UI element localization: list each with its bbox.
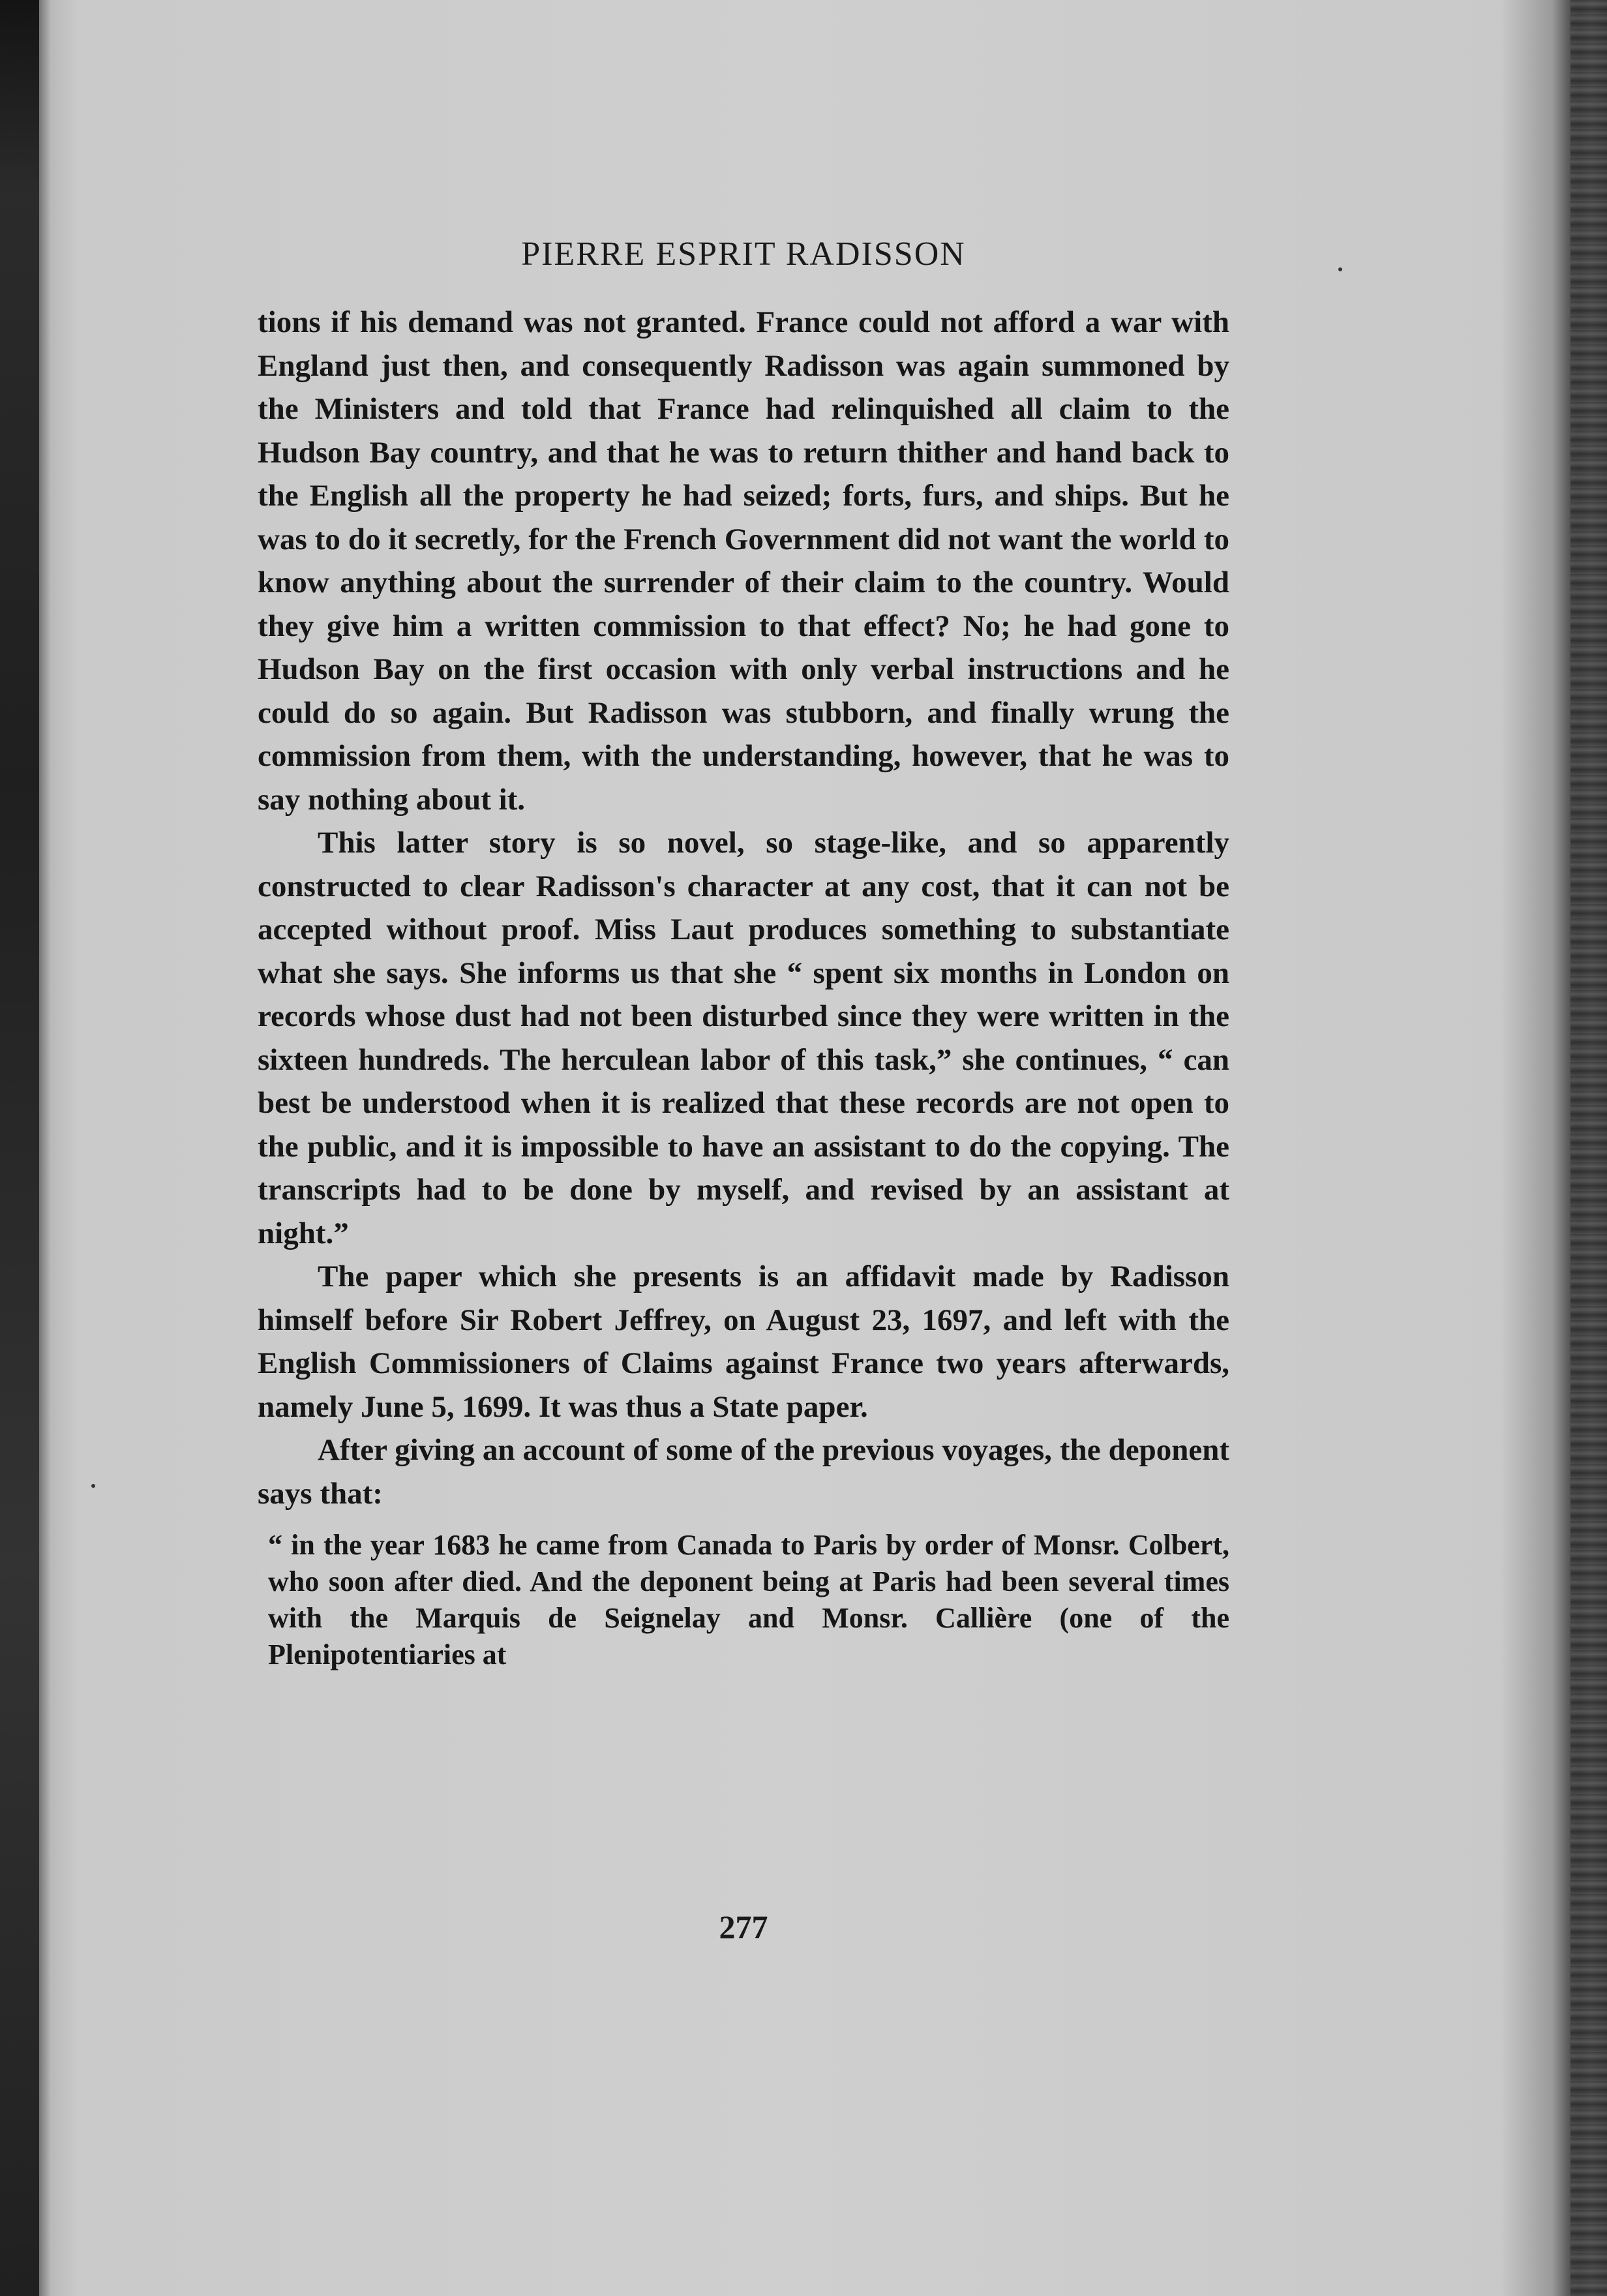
paragraph-continuation: tions if his demand was not granted. France could not afford a war with England just then, and consequently Radisson was again summoned by the Ministers and told that France had relinquished all claim to the Hudson Bay country, and that he was to return thither and hand back to the English all the property he had seized; forts, furs, and ships. But he was to do it secretly, for the French Government did not want the world to know anything about the surrender of their claim to the country. Would they give him a written commission to that effect? No; he had gone to Hudson Bay on the first occasion with only verbal instructions and he could do so again. But Radisson was stubborn, and finally wrung the commission from them, with the understanding, however, that he was to say nothing about it. (258, 305, 1229, 817)
page-number: 277 (719, 1909, 768, 1945)
book-spine-shadow (0, 0, 39, 2296)
scan-speck (1338, 267, 1342, 271)
paragraph: The paper which she presents is an affidavit made by Radisson himself before Sir Robert Jeffrey, on August 23, 1697, and left with the English Commissioners of Claims against France two years afterwards, namely June 5, 1699. It was thus a State paper. (258, 1260, 1229, 1424)
paragraph: This latter story is so novel, so stage-like, and so apparently constructed to clear Radisson's character at any cost, that it can not be accepted without proof. Miss Laut produces something to substantiate what she says. She informs us that she “ spent six months in London on records whose dust had not been disturbed since they were written in the sixteen hundreds. The herculean labor of this task,” she continues, “ can best be understood when it is realized that these records are not open to the public, and it is impossible to have an assistant to do the copying. The transcripts had to be done by myself, and revised by an assistant at night.” (258, 826, 1229, 1250)
scan-speck (91, 1484, 95, 1488)
running-head: PIERRE ESPRIT RADISSON (521, 235, 966, 273)
page-edge-stack (1570, 0, 1607, 2296)
page-text-block (258, 235, 1229, 1673)
block-quotation: “ in the year 1683 he came from Canada to Paris by order of Monsr. Colbert, who soon after died. And the deponent being at Paris had been several times with the Marquis de Seignelay and Monsr. Callière (one of the Plenipotentiaries at (268, 1529, 1229, 1670)
paragraph: After giving an account of some of the previous voyages, the deponent says that: (258, 1433, 1229, 1511)
